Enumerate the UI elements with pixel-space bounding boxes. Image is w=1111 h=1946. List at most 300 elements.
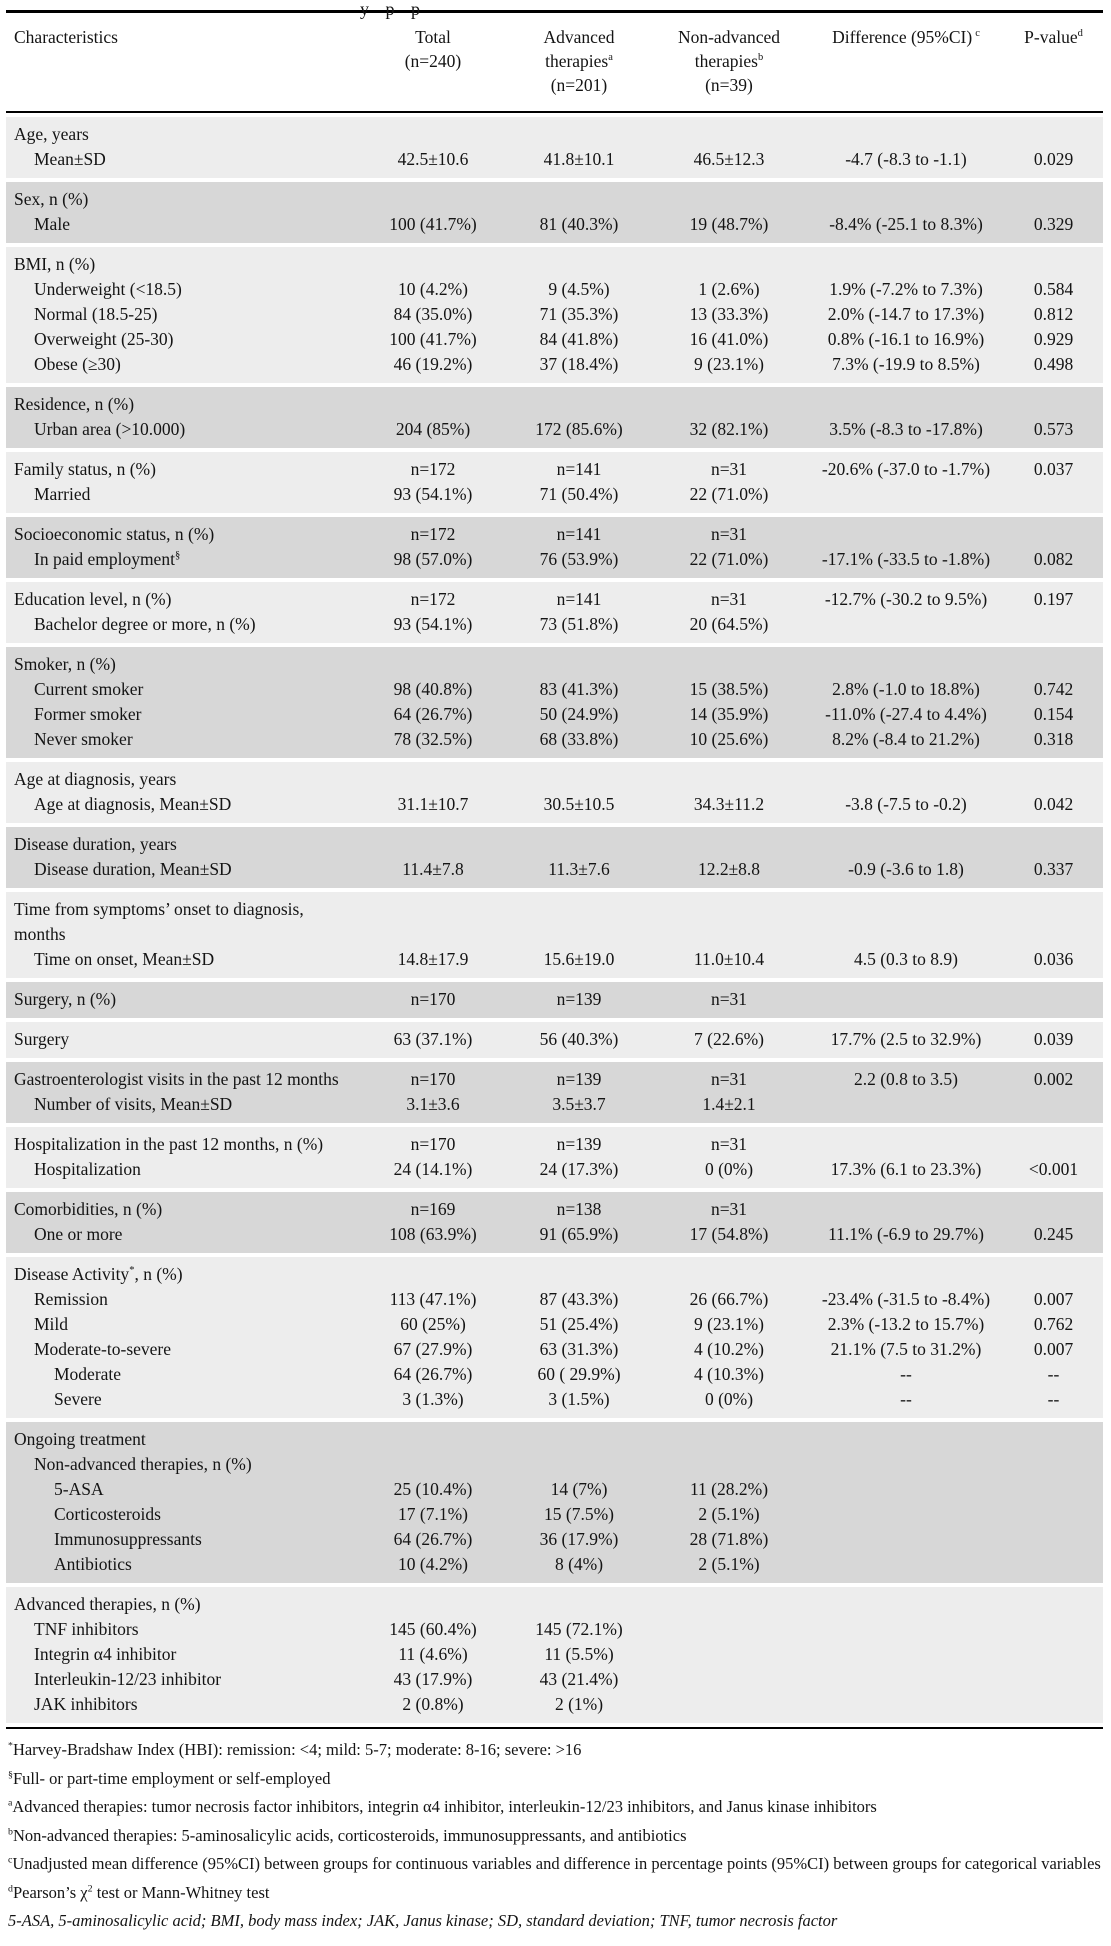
row-label: Time on onset, Mean±SD	[34, 949, 215, 969]
cell-difference	[808, 187, 1004, 212]
cell-advanced: 36 (17.9%)	[539, 1529, 619, 1549]
cell-pvalue	[1004, 1692, 1103, 1717]
col-header-advanced	[508, 25, 650, 97]
cell-advanced: 9 (4.5%)	[548, 279, 610, 299]
cell-total	[358, 187, 508, 212]
cell-advanced: 83 (41.3%)	[539, 679, 619, 699]
row-label: Hospitalization	[34, 1159, 141, 1179]
cell-nonadvanced: 15 (38.5%)	[689, 679, 769, 699]
footnote: $^c$Unadjusted mean difference (95%CI) between groups for continuous variables and difference in percentage points (95%CI) between groups for categorical variables	[8, 1854, 1101, 1873]
cell-nonadvanced: n=31	[710, 524, 748, 544]
cell-nonadvanced	[650, 252, 808, 277]
footnote-marker: §	[8, 1769, 13, 1780]
footnote: $^b$Non-advanced therapies: 5-aminosalicylic acids, corticosteroids, immunosuppressants, and antibiotics	[8, 1825, 687, 1845]
col-header-nonadvanced	[650, 25, 808, 97]
row-label: Interleukin-12/23 inhibitor	[34, 1669, 222, 1689]
cell-difference	[808, 122, 1004, 147]
table-body	[6, 117, 1103, 1723]
cell-advanced: 71 (35.3%)	[539, 304, 619, 324]
cell-pvalue: 0.812	[1033, 304, 1074, 324]
cell-difference	[808, 1692, 1004, 1717]
cell-difference	[808, 1552, 1004, 1577]
row-label: Remission	[34, 1289, 108, 1309]
cell-advanced: 30.5±10.5	[543, 794, 615, 814]
cell-nonadvanced	[650, 392, 808, 417]
cell-nonadvanced: n=31	[710, 1134, 748, 1154]
cell-nonadvanced: n=31	[710, 589, 748, 609]
cell-pvalue	[1004, 392, 1103, 417]
cell-pvalue: 0.007	[1033, 1339, 1074, 1359]
table-row	[6, 277, 1103, 302]
cell-advanced: 8 (4%)	[554, 1554, 604, 1574]
cell-nonadvanced: 7 (22.6%)	[694, 1029, 764, 1049]
cell-pvalue: 0.002	[1033, 1069, 1074, 1089]
cell-nonadvanced	[650, 1592, 808, 1617]
table-row	[6, 482, 1103, 507]
cell-pvalue: 0.337	[1033, 859, 1074, 879]
cell-pvalue	[1004, 832, 1103, 857]
table-group	[6, 387, 1103, 448]
cell-difference	[808, 1642, 1004, 1667]
cell-pvalue	[1004, 522, 1103, 547]
table-group	[6, 1257, 1103, 1418]
cell-pvalue	[1004, 897, 1103, 947]
cell-difference	[808, 1427, 1004, 1452]
footnote: 5-ASA, 5-aminosalicylic acid; BMI, body mass index; JAK, Janus kinase; SD, standard deviation; TNF, tumor necrosis factor	[8, 1911, 838, 1930]
cell-nonadvanced: 13 (33.3%)	[689, 304, 769, 324]
cell-advanced: 71 (50.4%)	[539, 484, 619, 504]
cell-difference: -17.1% (-33.5 to -1.8%)	[821, 549, 991, 569]
footnote-marker: *	[129, 1265, 135, 1277]
table-row	[6, 547, 1103, 572]
cell-pvalue: --	[1047, 1389, 1060, 1409]
table-row	[6, 1502, 1103, 1527]
row-label: Mean±SD	[34, 149, 106, 169]
cell-advanced: 76 (53.9%)	[539, 549, 619, 569]
cell-difference: 4.5 (0.3 to 8.9)	[853, 949, 959, 969]
cell-pvalue: 0.039	[1033, 1029, 1074, 1049]
table-row	[6, 1527, 1103, 1552]
cell-difference: -4.7 (-8.3 to -1.1)	[845, 149, 967, 169]
cell-pvalue	[1004, 1262, 1103, 1287]
cell-total	[358, 1592, 508, 1617]
col-header-advanced-line2: therapies$^a$	[545, 51, 613, 71]
row-label: Age at diagnosis, years	[14, 769, 177, 789]
cell-total: n=169	[410, 1199, 456, 1219]
table-footnotes	[6, 1727, 1103, 1936]
cell-pvalue: 0.029	[1033, 149, 1074, 169]
cell-pvalue: 0.007	[1033, 1289, 1074, 1309]
row-label: Comorbidities, n (%)	[14, 1199, 163, 1219]
cell-pvalue	[1004, 612, 1103, 637]
cell-nonadvanced	[650, 1262, 808, 1287]
cell-advanced: 145 (72.1%)	[535, 1619, 623, 1639]
cell-advanced: n=141	[556, 589, 602, 609]
cell-total: 113 (47.1%)	[389, 1289, 477, 1309]
row-label: Socioeconomic status, n (%)	[14, 524, 215, 544]
cell-advanced: 24 (17.3%)	[539, 1159, 619, 1179]
row-label: Age at diagnosis, Mean±SD	[34, 794, 232, 814]
footnote-marker: §	[174, 550, 181, 562]
cell-total: 93 (54.1%)	[393, 484, 473, 504]
cell-advanced	[508, 1427, 650, 1452]
cell-nonadvanced: 19 (48.7%)	[689, 214, 769, 234]
table-row	[6, 1477, 1103, 1502]
cell-total: 17 (7.1%)	[398, 1504, 468, 1524]
table-group	[6, 982, 1103, 1018]
table-row	[6, 1312, 1103, 1337]
footnote-marker-a: a	[608, 52, 613, 64]
table-row	[6, 252, 1103, 277]
cell-difference: 7.3% (-19.9 to 8.5%)	[832, 354, 980, 374]
cell-nonadvanced: 2 (5.1%)	[698, 1504, 760, 1524]
table-row	[6, 392, 1103, 417]
cell-nonadvanced	[650, 652, 808, 677]
cell-pvalue: 0.929	[1033, 329, 1074, 349]
row-label: Antibiotics	[54, 1554, 132, 1574]
cell-nonadvanced	[650, 1642, 808, 1667]
cell-difference	[808, 1092, 1004, 1117]
row-label: Time from symptoms’ onset to diagnosis, months	[14, 899, 304, 944]
cell-total: 84 (35.0%)	[393, 304, 473, 324]
col-header-advanced-line3: (n=201)	[550, 75, 608, 95]
cell-advanced	[508, 252, 650, 277]
cell-advanced: 14 (7%)	[550, 1479, 608, 1499]
table-group	[6, 762, 1103, 823]
table-row	[6, 702, 1103, 727]
table-row	[6, 832, 1103, 857]
cell-difference: 17.3% (6.1 to 23.3%)	[830, 1159, 982, 1179]
row-label: Underweight (<18.5)	[34, 279, 182, 299]
cell-advanced: 11 (5.5%)	[544, 1644, 614, 1664]
table-row	[6, 1452, 1103, 1477]
cell-total: 11 (4.6%)	[398, 1644, 468, 1664]
table-group	[6, 1192, 1103, 1253]
cell-difference: 2.3% (-13.2 to 15.7%)	[827, 1314, 985, 1334]
table-group	[6, 452, 1103, 513]
cell-total: 64 (26.7%)	[393, 704, 473, 724]
cell-advanced	[508, 122, 650, 147]
cell-total: 43 (17.9%)	[393, 1669, 473, 1689]
cell-total: 100 (41.7%)	[389, 214, 477, 234]
table-row	[6, 1552, 1103, 1577]
cell-total: 42.5±10.6	[397, 149, 469, 169]
cell-total: 145 (60.4%)	[389, 1619, 477, 1639]
cell-advanced: 2 (1%)	[554, 1694, 604, 1714]
table-group	[6, 827, 1103, 888]
cell-pvalue	[1004, 482, 1103, 507]
table-row	[6, 587, 1103, 612]
cell-advanced: 172 (85.6%)	[535, 419, 623, 439]
cell-difference: 0.8% (-16.1 to 16.9%)	[827, 329, 985, 349]
cell-difference	[808, 1617, 1004, 1642]
col-header-pvalue: P-value$^d$	[1024, 27, 1083, 47]
cell-difference	[808, 1262, 1004, 1287]
cell-nonadvanced	[650, 767, 808, 792]
table-row	[6, 897, 1103, 947]
row-label: Ongoing treatment	[14, 1429, 146, 1449]
row-label: Gastroenterologist visits in the past 12 months	[14, 1069, 339, 1089]
cell-difference	[808, 1592, 1004, 1617]
cell-advanced	[508, 652, 650, 677]
table-row	[6, 122, 1103, 147]
cell-pvalue	[1004, 1502, 1103, 1527]
cell-pvalue: --	[1047, 1364, 1060, 1384]
table-group	[6, 247, 1103, 383]
footnote-marker-d: d	[1077, 28, 1083, 40]
cell-advanced: 37 (18.4%)	[539, 354, 619, 374]
col-header-total	[358, 25, 508, 97]
row-label: Obese (≥30)	[34, 354, 121, 374]
cell-nonadvanced: 9 (23.1%)	[694, 354, 764, 374]
cell-total	[358, 652, 508, 677]
row-label: Overweight (25-30)	[34, 329, 174, 349]
table-row	[6, 1027, 1103, 1052]
cell-advanced	[508, 1452, 650, 1477]
cell-pvalue	[1004, 1197, 1103, 1222]
footnote: $^d$Pearson’s $\chi^2$ test or Mann-Whitney test	[8, 1882, 270, 1902]
cell-pvalue: 0.082	[1033, 549, 1074, 569]
cell-advanced: 3.5±3.7	[552, 1094, 606, 1114]
cell-nonadvanced: 14 (35.9%)	[689, 704, 769, 724]
row-label: Integrin α4 inhibitor	[34, 1644, 177, 1664]
table-row	[6, 767, 1103, 792]
cell-total	[358, 392, 508, 417]
cell-advanced	[508, 392, 650, 417]
row-label: Hospitalization in the past 12 months, n (%)	[14, 1134, 324, 1154]
cell-difference	[808, 652, 1004, 677]
cell-advanced: 60 ( 29.9%)	[537, 1364, 621, 1384]
cell-pvalue	[1004, 1427, 1103, 1452]
col-header-nonadvanced-line2: therapies$^b$	[694, 51, 764, 71]
col-header-nonadvanced-line1: Non-advanced	[677, 27, 781, 47]
cell-nonadvanced: 4 (10.2%)	[694, 1339, 764, 1359]
table-group	[6, 1587, 1103, 1723]
cell-total: 98 (40.8%)	[393, 679, 473, 699]
table-row	[6, 147, 1103, 172]
table-row	[6, 1362, 1103, 1387]
cell-difference	[808, 482, 1004, 507]
cell-total: n=170	[410, 1134, 456, 1154]
table-row	[6, 857, 1103, 882]
table-row	[6, 1667, 1103, 1692]
cell-advanced: n=141	[556, 524, 602, 544]
cell-total: 2 (0.8%)	[402, 1694, 464, 1714]
cell-nonadvanced	[650, 1667, 808, 1692]
cell-pvalue: 0.037	[1033, 459, 1074, 479]
col-header-difference: Difference (95%CI) $^c$	[832, 27, 980, 47]
row-label: Smoker, n (%)	[14, 654, 116, 674]
cell-difference	[808, 1452, 1004, 1477]
cell-total: 98 (57.0%)	[393, 549, 473, 569]
cell-total: 25 (10.4%)	[393, 1479, 473, 1499]
cell-nonadvanced	[650, 1452, 808, 1477]
cell-pvalue	[1004, 252, 1103, 277]
cell-nonadvanced: 2 (5.1%)	[698, 1554, 760, 1574]
cell-total	[358, 832, 508, 857]
cell-advanced: 15 (7.5%)	[544, 1504, 614, 1524]
cell-pvalue	[1004, 1617, 1103, 1642]
cell-pvalue	[1004, 187, 1103, 212]
cell-total: 46 (19.2%)	[393, 354, 473, 374]
row-label: Surgery	[14, 1029, 70, 1049]
cell-pvalue	[1004, 1452, 1103, 1477]
cell-total	[358, 767, 508, 792]
cell-nonadvanced: 9 (23.1%)	[694, 1314, 764, 1334]
row-label: Never smoker	[34, 729, 133, 749]
row-label: JAK inhibitors	[34, 1694, 138, 1714]
cell-advanced: 73 (51.8%)	[539, 614, 619, 634]
cell-nonadvanced: 1.4±2.1	[702, 1094, 756, 1114]
cell-difference	[808, 1132, 1004, 1157]
cell-total	[358, 1427, 508, 1452]
cell-total: 63 (37.1%)	[393, 1029, 473, 1049]
cell-pvalue	[1004, 1552, 1103, 1577]
table-row	[6, 1287, 1103, 1312]
cell-difference	[808, 897, 1004, 947]
row-label: 5-ASA	[54, 1479, 104, 1499]
cell-difference	[808, 1197, 1004, 1222]
cell-total: n=172	[410, 524, 456, 544]
row-label: BMI, n (%)	[14, 254, 96, 274]
cell-pvalue	[1004, 987, 1103, 1012]
table-row	[6, 792, 1103, 817]
footnote-marker: b	[8, 1826, 13, 1837]
cell-difference	[808, 832, 1004, 857]
cell-pvalue: 0.197	[1033, 589, 1074, 609]
cell-pvalue: 0.329	[1033, 214, 1074, 234]
cell-total	[358, 122, 508, 147]
table-row	[6, 1092, 1103, 1117]
table-row	[6, 417, 1103, 442]
footnote-marker-b: b	[757, 52, 764, 64]
cell-pvalue	[1004, 1592, 1103, 1617]
cell-pvalue: 0.245	[1033, 1224, 1074, 1244]
footnote-marker-c: c	[975, 28, 980, 40]
row-label: Sex, n (%)	[14, 189, 89, 209]
table-group	[6, 1422, 1103, 1583]
cell-total: 60 (25%)	[400, 1314, 466, 1334]
row-label: Male	[34, 214, 70, 234]
row-label: Urban area (>10.000)	[34, 419, 186, 439]
footnote-marker: a	[8, 1797, 13, 1809]
cell-nonadvanced: 0 (0%)	[704, 1159, 754, 1179]
cell-difference: -3.8 (-7.5 to -0.2)	[845, 794, 967, 814]
cell-nonadvanced: n=31	[710, 989, 748, 1009]
cell-nonadvanced: 22 (71.0%)	[689, 549, 769, 569]
col-header-total-line2: (n=240)	[404, 51, 462, 71]
cell-nonadvanced: 34.3±11.2	[693, 794, 765, 814]
cell-advanced: 81 (40.3%)	[539, 214, 619, 234]
cell-nonadvanced: 12.2±8.8	[697, 859, 761, 879]
cell-advanced: n=139	[556, 1069, 602, 1089]
cell-nonadvanced: 4 (10.3%)	[694, 1364, 764, 1384]
cell-difference	[808, 1527, 1004, 1552]
row-label: Corticosteroids	[54, 1504, 161, 1524]
cell-pvalue	[1004, 1092, 1103, 1117]
cell-pvalue	[1004, 1667, 1103, 1692]
cell-total	[358, 1262, 508, 1287]
cell-difference: --	[900, 1389, 912, 1409]
table-row	[6, 652, 1103, 677]
row-label: Number of visits, Mean±SD	[34, 1094, 233, 1114]
row-label: Bachelor degree or more, n (%)	[34, 614, 256, 634]
cell-advanced: n=138	[556, 1199, 602, 1219]
row-label: Family status, n (%)	[14, 459, 156, 479]
cell-advanced	[508, 1592, 650, 1617]
cell-pvalue: 0.742	[1033, 679, 1074, 699]
cell-difference	[808, 252, 1004, 277]
footnote-marker: d	[8, 1883, 13, 1894]
cell-difference: --	[900, 1364, 912, 1384]
cell-advanced	[508, 832, 650, 857]
cell-advanced	[508, 897, 650, 947]
table-group	[6, 1022, 1103, 1058]
row-label: Moderate	[54, 1364, 122, 1384]
footnote: §Full- or part-time employment or self-employed	[8, 1768, 331, 1788]
table-row	[6, 1427, 1103, 1452]
cell-nonadvanced: n=31	[710, 1069, 748, 1089]
cell-pvalue	[1004, 1477, 1103, 1502]
row-label: Disease Activity*, n (%)	[14, 1264, 183, 1284]
footnote: *Harvey-Bradshaw Index (HBI): remission: <4; mild: 5-7; moderate: 8-16; severe: >16	[8, 1740, 582, 1759]
cell-nonadvanced: 10 (25.6%)	[689, 729, 769, 749]
row-label: Mild	[34, 1314, 69, 1334]
cell-nonadvanced	[650, 1427, 808, 1452]
cell-nonadvanced	[650, 832, 808, 857]
cell-nonadvanced: 11.0±10.4	[693, 949, 765, 969]
col-header-advanced-line1: Advanced	[543, 27, 615, 47]
cell-difference: -23.4% (-31.5 to -8.4%)	[821, 1289, 991, 1309]
row-label: One or more	[34, 1224, 123, 1244]
cell-advanced	[508, 1262, 650, 1287]
cell-nonadvanced	[650, 187, 808, 212]
row-label: In paid employment§	[34, 549, 181, 569]
cell-total: n=170	[410, 989, 456, 1009]
cell-nonadvanced	[650, 897, 808, 947]
table-group	[6, 517, 1103, 578]
cell-pvalue: <0.001	[1028, 1159, 1079, 1179]
cell-nonadvanced: n=31	[710, 459, 748, 479]
cell-pvalue: 0.036	[1033, 949, 1074, 969]
table-group	[6, 647, 1103, 758]
row-label: Former smoker	[34, 704, 142, 724]
table-group	[6, 182, 1103, 243]
row-label: Residence, n (%)	[14, 394, 135, 414]
cell-nonadvanced: 20 (64.5%)	[689, 614, 769, 634]
cell-nonadvanced: 28 (71.8%)	[689, 1529, 769, 1549]
table-header-row	[6, 13, 1103, 113]
table-row	[6, 522, 1103, 547]
cell-advanced: 63 (31.3%)	[539, 1339, 619, 1359]
cell-pvalue	[1004, 767, 1103, 792]
cell-difference: -20.6% (-37.0 to -1.7%)	[821, 459, 991, 479]
cell-difference: -11.0% (-27.4 to 4.4%)	[825, 704, 987, 724]
table-group	[6, 892, 1103, 978]
cell-pvalue	[1004, 1527, 1103, 1552]
table-row	[6, 1642, 1103, 1667]
cell-difference	[808, 392, 1004, 417]
footnote-marker: 2	[87, 1883, 93, 1894]
row-label: Current smoker	[34, 679, 144, 699]
cell-advanced: 68 (33.8%)	[539, 729, 619, 749]
cell-difference: 17.7% (2.5 to 32.9%)	[830, 1029, 982, 1049]
cell-difference: 21.1% (7.5 to 31.2%)	[830, 1339, 982, 1359]
cell-total: n=172	[410, 459, 456, 479]
row-label: Immunosuppressants	[54, 1529, 202, 1549]
row-label: Disease duration, years	[14, 834, 177, 854]
table-row	[6, 1067, 1103, 1092]
